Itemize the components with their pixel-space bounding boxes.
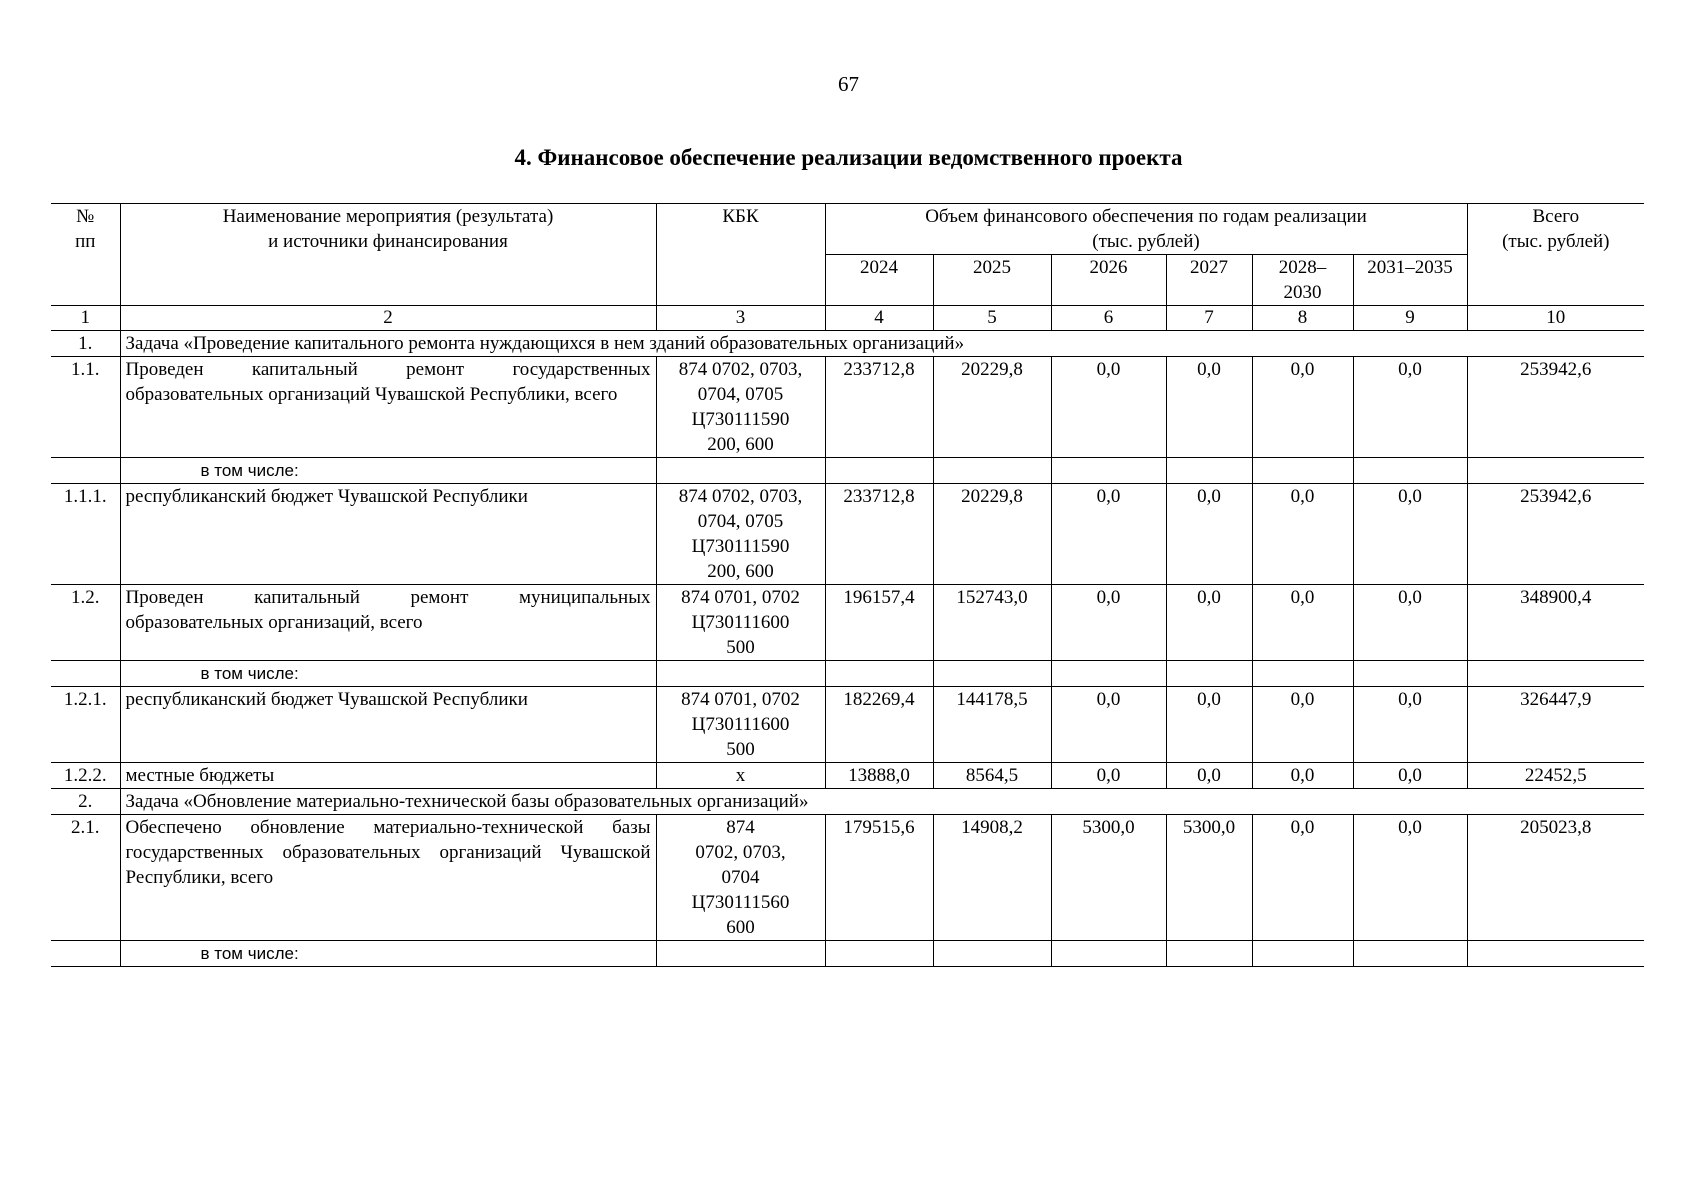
task-row <box>51 789 1644 815</box>
kbk-line: Ц730111600 <box>691 714 790 735</box>
including-row <box>51 941 1644 967</box>
value-2031-2035: 0,0 <box>1353 687 1467 763</box>
kbk-line: Ц730111590 <box>691 409 790 430</box>
table-row <box>51 585 1644 661</box>
column-index-cell: 8 <box>1252 306 1353 331</box>
financing-table <box>51 203 1644 967</box>
empty-cell <box>1467 661 1644 687</box>
row-number <box>51 661 120 687</box>
empty-cell <box>933 941 1051 967</box>
value-total: 22452,5 <box>1467 763 1644 789</box>
value-2025: 8564,5 <box>933 763 1051 789</box>
kbk-line: 874 <box>726 817 755 838</box>
row-number: 1.2.2. <box>51 763 120 789</box>
kbk-line: 500 <box>726 739 755 760</box>
table-row <box>51 484 1644 585</box>
column-index-cell: 10 <box>1467 306 1644 331</box>
value-2024: 233712,8 <box>825 484 933 585</box>
kbk-line: Ц730111560 <box>691 892 790 913</box>
measure-name: республиканский бюджет Чувашской Республики <box>120 484 656 585</box>
empty-cell <box>933 661 1051 687</box>
value-2025: 14908,2 <box>933 815 1051 941</box>
empty-cell <box>656 458 825 484</box>
header-year: 2028–2030 <box>1252 255 1353 306</box>
empty-cell <box>1252 661 1353 687</box>
including-label: в том числе: <box>120 458 656 484</box>
empty-cell <box>933 458 1051 484</box>
value-2026: 0,0 <box>1051 484 1166 585</box>
task-row <box>51 331 1644 357</box>
empty-cell <box>1166 661 1252 687</box>
value-total: 348900,4 <box>1467 585 1644 661</box>
including-label: в том числе: <box>120 661 656 687</box>
column-index-cell: 1 <box>51 306 120 331</box>
value-2031-2035: 0,0 <box>1353 357 1467 458</box>
measure-name: Обеспечено обновление материально-технической базы государственных образовательных организаций Чувашской Республики, всего <box>120 815 656 941</box>
measure-name: Проведен капитальный ремонт муниципальных образовательных организаций, всего <box>120 585 656 661</box>
row-number: 1.2. <box>51 585 120 661</box>
value-2024: 182269,4 <box>825 687 933 763</box>
task-title: Задача «Обновление материально-технической базы образовательных организаций» <box>120 789 1644 815</box>
kbk-line: 874 0702, 0703, <box>678 486 803 507</box>
kbk-line: 200, 600 <box>707 434 774 455</box>
table-body <box>51 306 1644 967</box>
empty-cell <box>825 661 933 687</box>
row-number: 1.1. <box>51 357 120 458</box>
row-number: 1.1.1. <box>51 484 120 585</box>
empty-cell <box>1467 941 1644 967</box>
table-row <box>51 763 1644 789</box>
kbk-line: Ц730111600 <box>691 612 790 633</box>
header-year: 2025 <box>933 255 1051 306</box>
row-number: 2.1. <box>51 815 120 941</box>
kbk-line: х <box>735 765 746 786</box>
header-num: № пп <box>51 204 120 306</box>
value-total: 253942,6 <box>1467 484 1644 585</box>
value-2027: 0,0 <box>1166 763 1252 789</box>
empty-cell <box>1051 941 1166 967</box>
page-number: 67 <box>838 72 859 96</box>
value-2024: 179515,6 <box>825 815 933 941</box>
empty-cell <box>1166 941 1252 967</box>
header-year: 2024 <box>825 255 933 306</box>
kbk-line: 600 <box>726 917 755 938</box>
empty-cell <box>1051 661 1166 687</box>
column-index-cell: 9 <box>1353 306 1467 331</box>
kbk-cell <box>656 815 825 941</box>
value-2027: 5300,0 <box>1166 815 1252 941</box>
empty-cell <box>1353 458 1467 484</box>
value-2028-2030: 0,0 <box>1252 763 1353 789</box>
kbk-line: 500 <box>726 637 755 658</box>
value-2031-2035: 0,0 <box>1353 585 1467 661</box>
header-name: Наименование мероприятия (результата) и источники финансирования <box>120 204 656 306</box>
value-2027: 0,0 <box>1166 357 1252 458</box>
value-2025: 20229,8 <box>933 357 1051 458</box>
column-index-row <box>51 306 1644 331</box>
value-2028-2030: 0,0 <box>1252 815 1353 941</box>
column-index-cell: 3 <box>656 306 825 331</box>
page-title: 4. Финансовое обеспечение реализации ведомственного проекта <box>514 145 1183 170</box>
value-2024: 196157,4 <box>825 585 933 661</box>
value-2024: 233712,8 <box>825 357 933 458</box>
row-number: 1. <box>51 331 120 357</box>
value-2028-2030: 0,0 <box>1252 357 1353 458</box>
header-volume: Объем финансового обеспечения по годам реализации (тыс. рублей) <box>825 204 1467 255</box>
empty-cell <box>1353 941 1467 967</box>
kbk-line: 874 0701, 0702 <box>681 689 800 710</box>
empty-cell <box>825 458 933 484</box>
column-index-cell: 5 <box>933 306 1051 331</box>
value-2031-2035: 0,0 <box>1353 484 1467 585</box>
kbk-line: 0704, 0705 <box>697 384 784 405</box>
value-2028-2030: 0,0 <box>1252 687 1353 763</box>
measure-name: республиканский бюджет Чувашской Республики <box>120 687 656 763</box>
row-number: 2. <box>51 789 120 815</box>
value-2026: 5300,0 <box>1051 815 1166 941</box>
empty-cell <box>1051 458 1166 484</box>
table-row <box>51 687 1644 763</box>
table-row <box>51 357 1644 458</box>
row-number <box>51 941 120 967</box>
kbk-line: 874 0702, 0703, <box>678 359 803 380</box>
value-2026: 0,0 <box>1051 585 1166 661</box>
kbk-line: Ц730111590 <box>691 536 790 557</box>
value-2024: 13888,0 <box>825 763 933 789</box>
value-total: 205023,8 <box>1467 815 1644 941</box>
value-2026: 0,0 <box>1051 687 1166 763</box>
value-2027: 0,0 <box>1166 687 1252 763</box>
empty-cell <box>825 941 933 967</box>
table-row <box>51 815 1644 941</box>
kbk-cell <box>656 484 825 585</box>
value-2025: 20229,8 <box>933 484 1051 585</box>
value-total: 326447,9 <box>1467 687 1644 763</box>
kbk-cell <box>656 687 825 763</box>
value-2028-2030: 0,0 <box>1252 585 1353 661</box>
including-label: в том числе: <box>120 941 656 967</box>
including-row <box>51 458 1644 484</box>
empty-cell <box>1467 458 1644 484</box>
value-2031-2035: 0,0 <box>1353 815 1467 941</box>
header-total: Всего (тыс. рублей) <box>1467 204 1644 306</box>
kbk-line: 0704 <box>721 867 760 888</box>
header-year: 2026 <box>1051 255 1166 306</box>
value-2028-2030: 0,0 <box>1252 484 1353 585</box>
header-year: 2031–2035 <box>1353 255 1467 306</box>
value-2027: 0,0 <box>1166 585 1252 661</box>
value-total: 253942,6 <box>1467 357 1644 458</box>
kbk-line: 874 0701, 0702 <box>681 587 800 608</box>
kbk-line: 200, 600 <box>707 561 774 582</box>
empty-cell <box>1252 458 1353 484</box>
value-2026: 0,0 <box>1051 357 1166 458</box>
header-kbk: КБК <box>656 204 825 306</box>
empty-cell <box>1166 458 1252 484</box>
value-2025: 144178,5 <box>933 687 1051 763</box>
empty-cell <box>1353 661 1467 687</box>
row-number <box>51 458 120 484</box>
kbk-cell <box>656 585 825 661</box>
empty-cell <box>656 661 825 687</box>
kbk-line: 0704, 0705 <box>697 511 784 532</box>
row-number: 1.2.1. <box>51 687 120 763</box>
value-2027: 0,0 <box>1166 484 1252 585</box>
value-2026: 0,0 <box>1051 763 1166 789</box>
value-2031-2035: 0,0 <box>1353 763 1467 789</box>
header-year: 2027 <box>1166 255 1252 306</box>
column-index-cell: 6 <box>1051 306 1166 331</box>
empty-cell <box>1252 941 1353 967</box>
kbk-line: 0702, 0703, <box>695 842 786 863</box>
task-title: Задача «Проведение капитального ремонта нуждающихся в нем зданий образовательных организаций» <box>120 331 1644 357</box>
measure-name: местные бюджеты <box>120 763 656 789</box>
measure-name: Проведен капитальный ремонт государственных образовательных организаций Чувашской Республики, всего <box>120 357 656 458</box>
column-index-cell: 2 <box>120 306 656 331</box>
column-index-cell: 4 <box>825 306 933 331</box>
kbk-cell <box>656 357 825 458</box>
kbk-cell <box>656 763 825 789</box>
column-index-cell: 7 <box>1166 306 1252 331</box>
including-row <box>51 661 1644 687</box>
value-2025: 152743,0 <box>933 585 1051 661</box>
empty-cell <box>656 941 825 967</box>
